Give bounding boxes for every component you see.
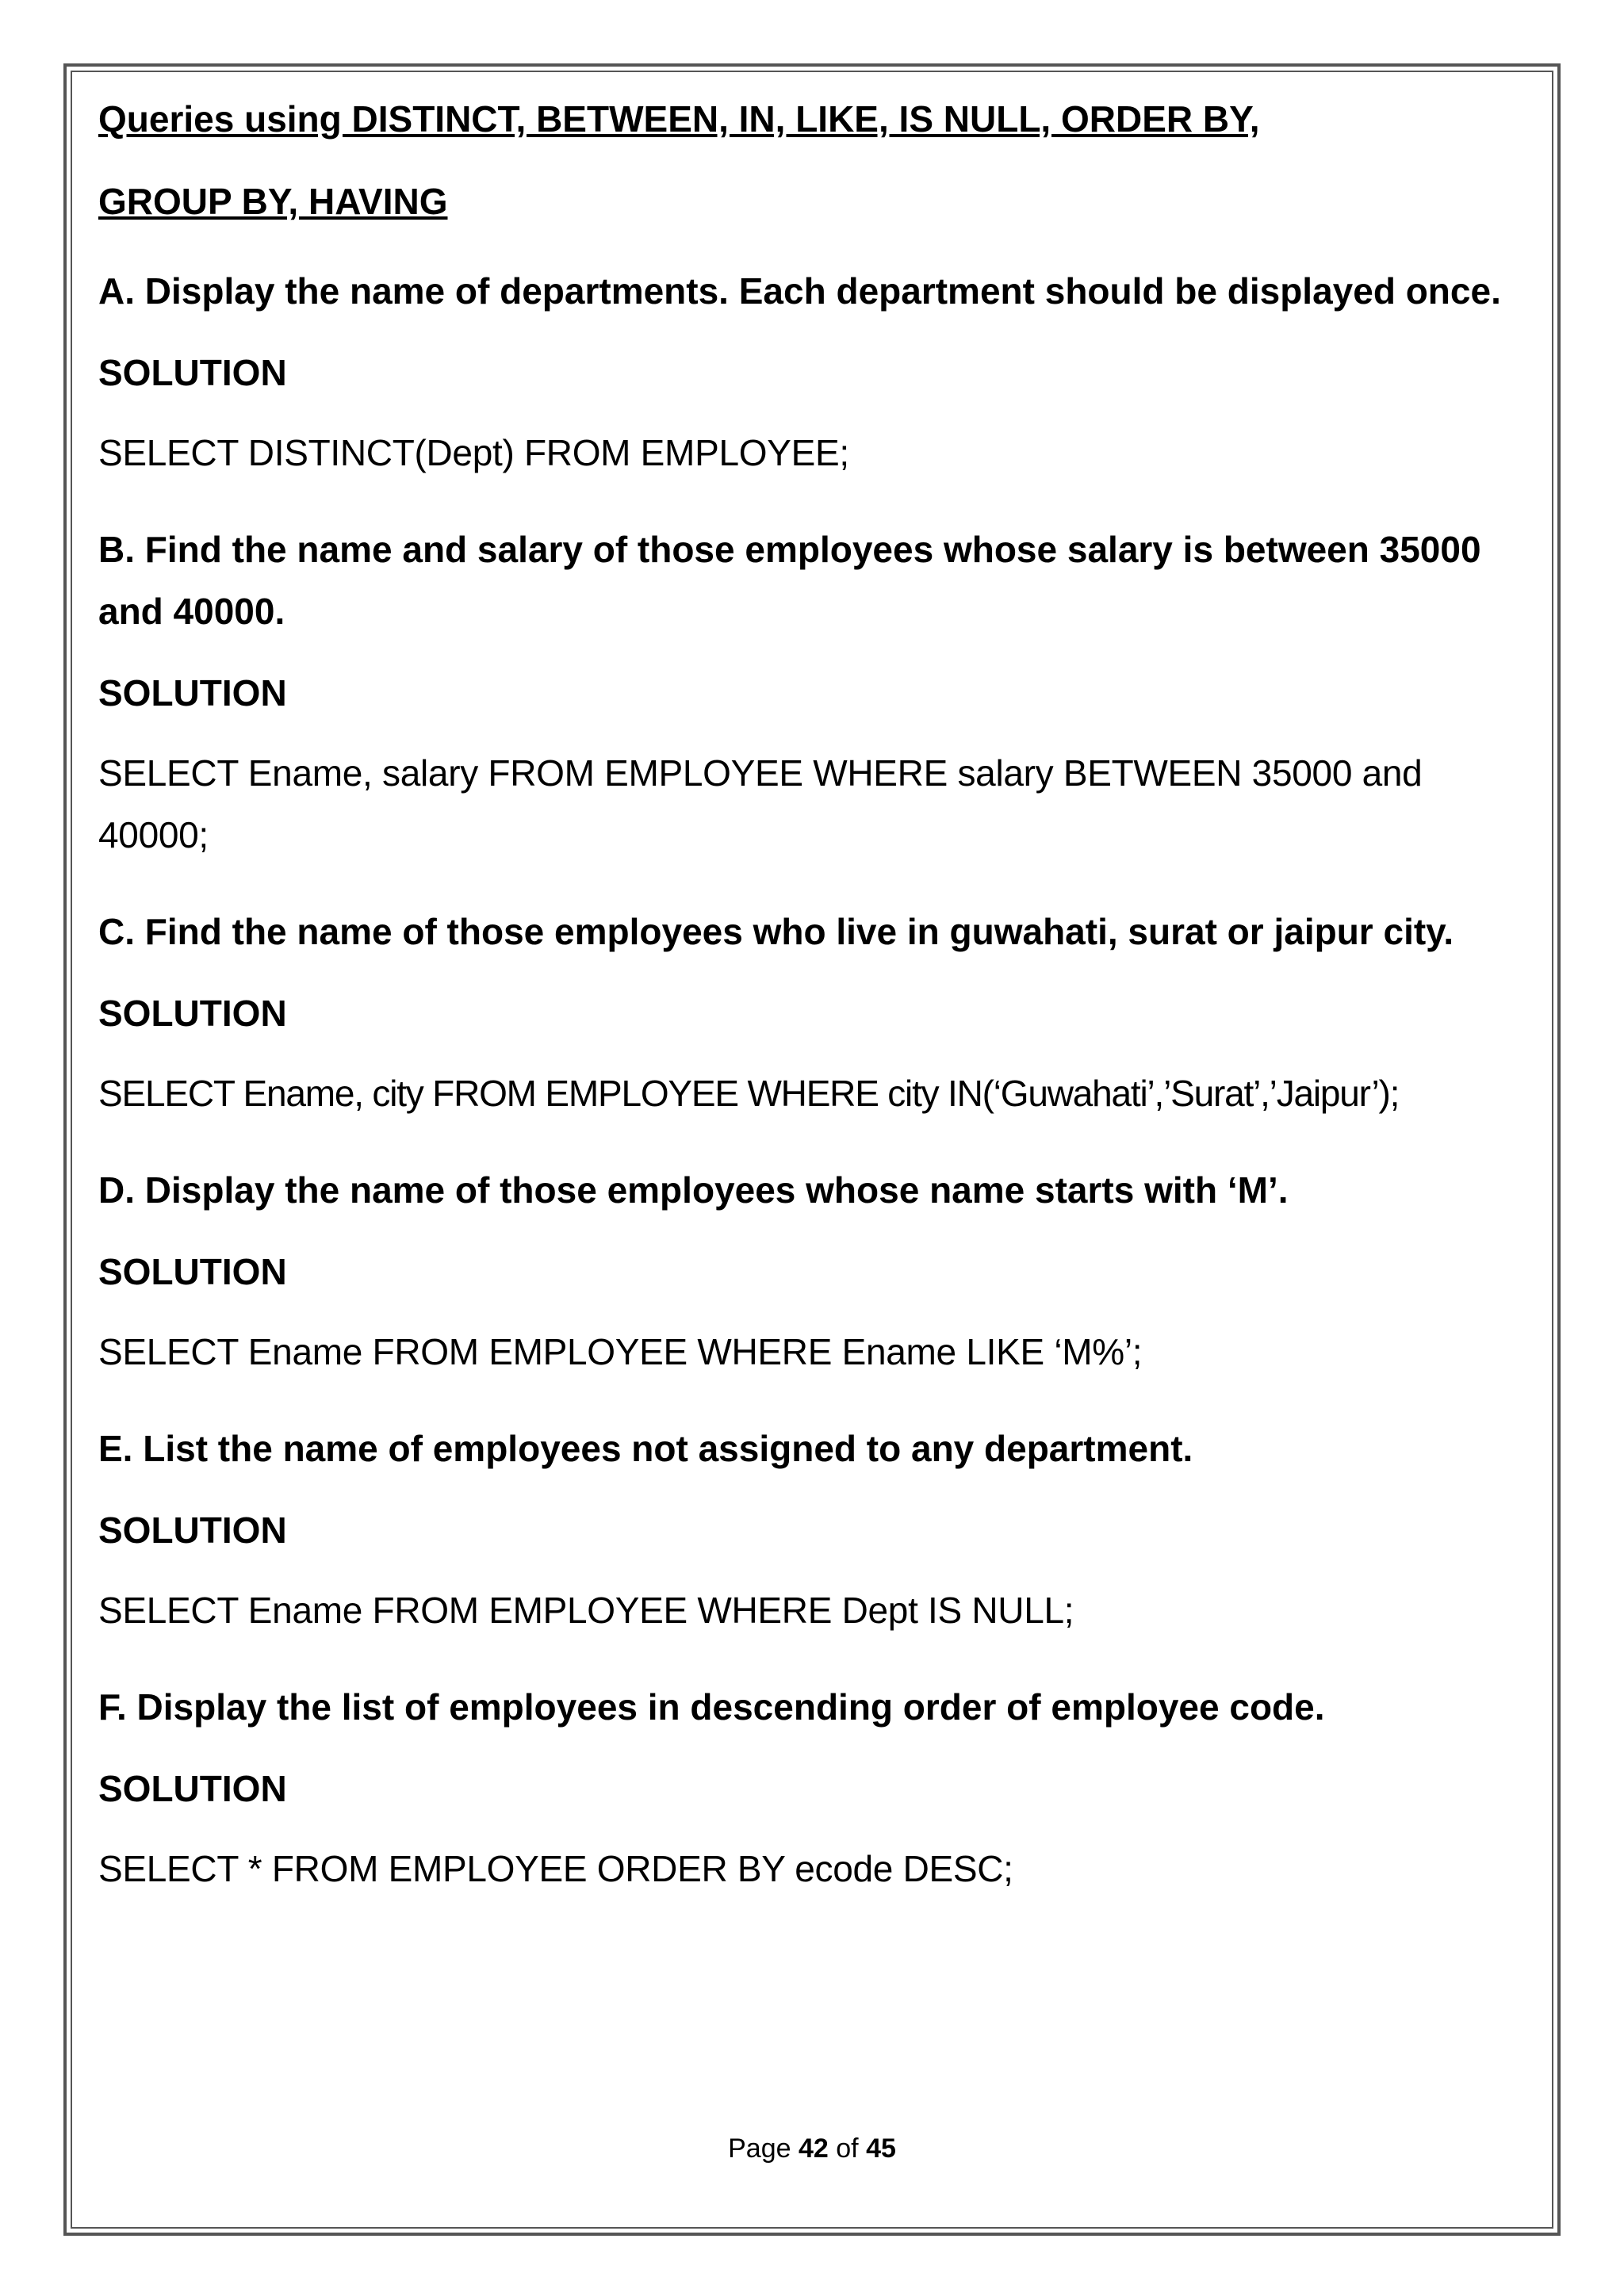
section-heading-line-1: Queries using DISTINCT, BETWEEN, IN, LIKE, IS NULL, ORDER BY, [98, 98, 1260, 140]
question-item-c [98, 901, 1526, 1124]
question-text: B. Find the name and salary of those employees whose salary is between 35000 and 40000. [98, 529, 1481, 632]
question-text: F. Display the list of employees in descending order of employee code. [98, 1686, 1325, 1728]
section-heading-line-2: GROUP BY, HAVING [98, 181, 448, 222]
page-content [98, 95, 1526, 1900]
sql-query: SELECT Ename, city FROM EMPLOYEE WHERE city IN(‘Guwahati’,’Surat’,’Jaipur’); [98, 1073, 1400, 1114]
solution-label: SOLUTION [98, 352, 287, 393]
sql-query: SELECT Ename, salary FROM EMPLOYEE WHERE salary BETWEEN 35000 and 40000; [98, 752, 1423, 855]
solution-label: SOLUTION [98, 1251, 287, 1292]
question-text: D. Display the name of those employees whose name starts with ‘M’. [98, 1169, 1289, 1211]
question-item-a [98, 260, 1526, 484]
page-word: Page [728, 2133, 791, 2164]
sql-query: SELECT DISTINCT(Dept) FROM EMPLOYEE; [98, 432, 849, 473]
question-item-e [98, 1418, 1526, 1641]
solution-label: SOLUTION [98, 1768, 287, 1809]
total-pages-number: 45 [866, 2133, 896, 2164]
question-item-d [98, 1159, 1526, 1383]
question-text: E. List the name of employees not assigned to any department. [98, 1428, 1193, 1469]
page-footer [0, 2133, 1624, 2164]
sql-query: SELECT * FROM EMPLOYEE ORDER BY ecode DESC; [98, 1848, 1013, 1889]
question-item-b [98, 519, 1526, 866]
of-word: of [836, 2133, 859, 2164]
question-text: A. Display the name of departments. Each department should be displayed once. [98, 270, 1501, 312]
solution-label: SOLUTION [98, 672, 287, 714]
sql-query: SELECT Ename FROM EMPLOYEE WHERE Dept IS NULL; [98, 1590, 1074, 1631]
question-item-f [98, 1676, 1526, 1900]
sql-query: SELECT Ename FROM EMPLOYEE WHERE Ename LIKE ‘M%’; [98, 1331, 1143, 1372]
solution-label: SOLUTION [98, 993, 287, 1034]
current-page-number: 42 [798, 2133, 829, 2164]
solution-label: SOLUTION [98, 1510, 287, 1551]
question-text: C. Find the name of those employees who live in guwahati, surat or jaipur city. [98, 911, 1454, 952]
